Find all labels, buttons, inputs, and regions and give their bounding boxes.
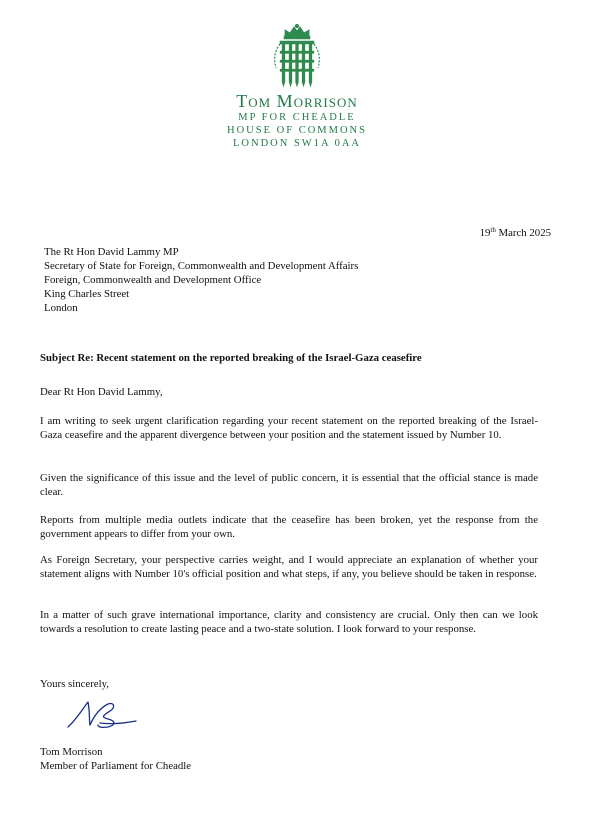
letterhead-name: Tom Morrison — [236, 91, 358, 111]
recipient-title: Secretary of State for Foreign, Commonwealth and Development Affairs — [44, 260, 359, 273]
portcullis-crest-icon — [268, 24, 326, 88]
closing: Yours sincerely, — [40, 678, 109, 690]
body-paragraph: Given the significance of this issue and the level of public concern, it is essential that the official stance is made clear. — [40, 472, 538, 498]
recipient-name: The Rt Hon David Lammy MP — [44, 246, 179, 258]
signer-title: Member of Parliament for Cheadle — [40, 760, 192, 772]
body-paragraph: I am writing to seek urgent clarification regarding your recent statement on the reported breaking of the Israel-Gaza ceasefire and the apparent divergence between your position and the statement issued by Number 10. — [40, 415, 538, 441]
letterhead-house: HOUSE OF COMMONS — [227, 125, 367, 136]
signer-block — [40, 745, 191, 773]
recipient-city: London — [44, 302, 78, 315]
handwritten-signature-icon — [64, 694, 140, 732]
recipient-office: Foreign, Commonwealth and Development Office — [44, 274, 262, 287]
letter-date — [480, 227, 551, 239]
date-suffix: th — [490, 226, 496, 234]
salutation: Dear Rt Hon David Lammy, — [40, 386, 163, 398]
body-paragraph: In a matter of such grave international importance, clarity and consistency are crucial. Only then can we look towards a resolution to create lasting peace and a two-state solution. I look forward to your response. — [40, 609, 538, 635]
body-paragraph: As Foreign Secretary, your perspective carries weight, and I would appreciate an explanation of whether your statement aligns with Number 10's official position and what steps, if any, you believe should be taken in response. — [40, 554, 538, 580]
body-paragraph: Reports from multiple media outlets indicate that the ceasefire has been broken, yet the response from the government appears to differ from your own. — [40, 514, 538, 540]
date-month-year: March 2025 — [495, 227, 551, 239]
recipient-street: King Charles Street — [44, 288, 130, 301]
letterhead-constituency: MP FOR CHEADLE — [238, 112, 356, 123]
recipient-address — [44, 245, 358, 315]
letterhead-address: LONDON SW1A 0AA — [233, 138, 361, 149]
signer-name: Tom Morrison — [40, 746, 103, 758]
letter-subject: Subject Re: Recent statement on the reported breaking of the Israel-Gaza ceasefire — [40, 352, 422, 364]
date-day: 19 — [479, 227, 491, 239]
